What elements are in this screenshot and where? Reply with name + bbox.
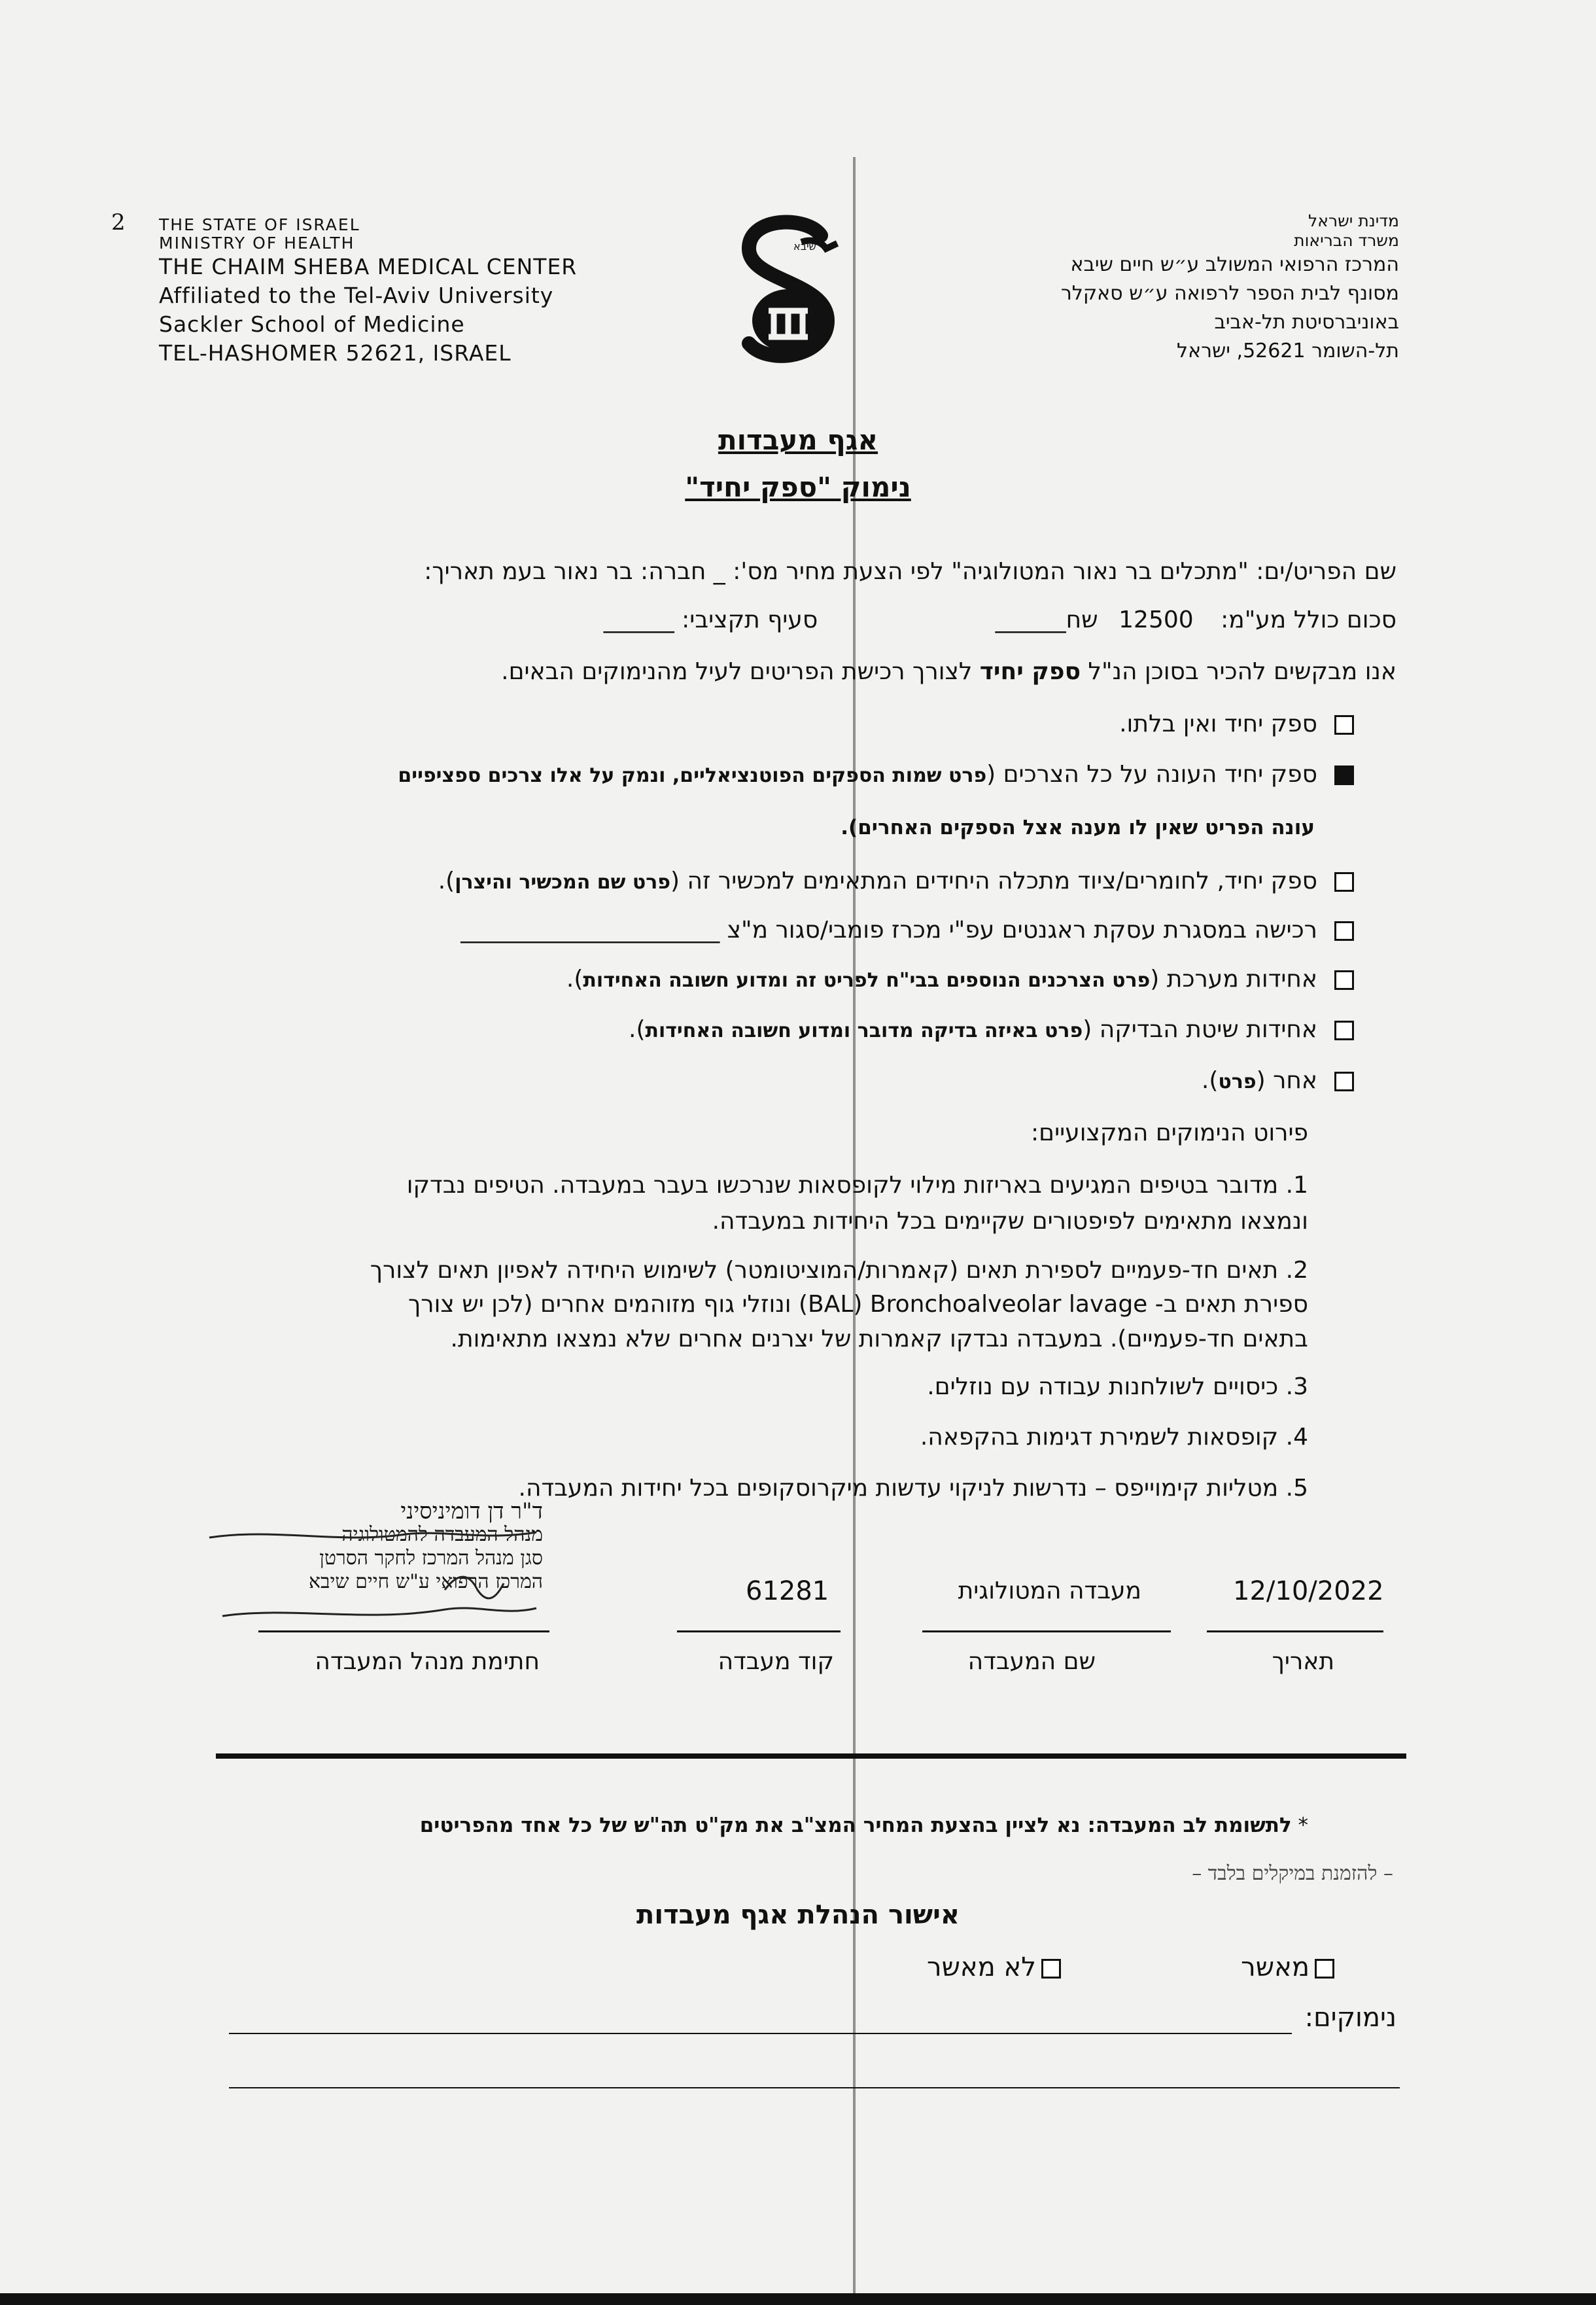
lab-code-label: קוד מעבדה	[718, 1648, 834, 1675]
lab-name-value: מעבדה המטולוגית	[958, 1577, 1141, 1604]
option-system-uniformity-tail: ).	[566, 966, 583, 993]
reason-5: 5. מטליות קימוייפס – נדרשות לניקוי עדשות מיקרוסקופים בכל יחידות המעבדה.	[518, 1475, 1308, 1502]
header-he-line2: משרד הבריאות	[1294, 231, 1399, 250]
lab-name-label: שם המעבדה	[967, 1648, 1096, 1675]
signature-label: חתימת מנהל המעבדה	[315, 1648, 540, 1675]
stamp-line4: המרכז הרפואי ע"ש חיים שיבא	[309, 1570, 543, 1593]
section-divider	[216, 1753, 1406, 1759]
approve-option	[1241, 1953, 1334, 1982]
option-system-uniformity	[566, 965, 1354, 995]
header-en-line3: THE CHAIM SHEBA MEDICAL CENTER	[159, 254, 578, 279]
lab-note-text: לתשומת לב המעבדה: נא לציין בהצעת המחיר המצ"ב את מק"ט תה"ש של כל אחד מהפריטים	[419, 1814, 1292, 1837]
option-sole-supplier	[1119, 710, 1354, 739]
total-label: סכום כולל מע"מ:	[1221, 607, 1396, 633]
scan-bottom-edge	[0, 2293, 1596, 2305]
lab-note-star: *	[1291, 1814, 1308, 1837]
reason-1b: ונמצאו מתאימים לפיפטורים שקיימים בכל היחידות במעבדה.	[712, 1208, 1308, 1235]
option-consumables	[438, 867, 1354, 897]
reasons-line-1[interactable]	[229, 2033, 1292, 2034]
option-meets-needs-continuation: עונה הפריט שאין לו מענה אצל הספקים האחרים).	[841, 816, 1315, 839]
option-meets-needs-bold: פרט שמות הספקים הפוטנציאליים, ונמק על אלו צרכים ספציפיים	[398, 764, 987, 787]
request-suffix: לצורך רכישת הפריטים לעיל מהנימוקים הבאים.	[501, 658, 980, 685]
header-he-line1: מדינת ישראל	[1308, 211, 1399, 230]
option-consumables-text: ספק יחיד, לחומרים/ציוד מתכלה היחידים המתאימים למכשיר זה (	[670, 868, 1317, 894]
lab-code-value: 61281	[746, 1576, 829, 1606]
header-en-line6: TEL-HASHOMER 52621, ISRAEL	[159, 340, 512, 366]
option-meets-needs	[398, 760, 1354, 790]
request-bold: ספק יחיד	[979, 658, 1081, 685]
reasons-label: נימוקים:	[1304, 2003, 1396, 2033]
title-justification: נימוק "ספק יחיד"	[685, 471, 911, 503]
lab-note-handwritten: – להזמנת במיקלים בלבד –	[1192, 1862, 1393, 1885]
reject-label: לא מאשר	[926, 1952, 1036, 1982]
date-value: 12/10/2022	[1233, 1576, 1384, 1606]
header-english	[159, 216, 577, 368]
reasons-heading: פירוט הנימוקים המקצועיים:	[1031, 1119, 1308, 1146]
option-sole-supplier-checkbox[interactable]	[1334, 715, 1354, 735]
header-hebrew	[941, 211, 1399, 366]
request-prefix: אנו מבקשים להכיר בסוכן הנ"ל	[1081, 658, 1396, 685]
reason-2b: ספירת תאים ב- BAL) Bronchoalveolar lavage) ונוזלי גוף מזוהמים אחרים (לכן יש צורך	[408, 1291, 1308, 1318]
approve-label: מאשר	[1241, 1952, 1310, 1982]
reject-option	[927, 1953, 1061, 1982]
option-method-uniformity	[629, 1015, 1354, 1046]
request-line	[501, 658, 1396, 686]
title-department: אגף מעבדות	[718, 424, 878, 456]
total-currency: שח______	[995, 607, 1098, 633]
option-consumables-tail: ).	[438, 868, 455, 894]
option-method-uniformity-tail: ).	[629, 1016, 646, 1043]
page-marker: 2	[111, 209, 126, 236]
option-other-text: אחר (	[1256, 1067, 1317, 1094]
stamp-line2: מנהל המעבדה להמטולוגיה	[341, 1523, 543, 1546]
items-line: שם הפריט/ים: "מתכלים בר נאור המטולוגיה" לפי הצעת מחיר מס': _ חברה: בר נאור בעמ תאריך:	[424, 558, 1396, 585]
reason-2c: בתאים חד-פעמיים). במעבדה נבדקו קאמרות של יצרנים אחרים שלא נמצאו מתאימות.	[450, 1326, 1308, 1352]
option-tender-text: רכישה במסגרת עסקת ראגנטים עפ"י מכרז פומבי/סגור מ"צ ______________________	[460, 917, 1317, 943]
option-method-uniformity-text: אחידות שיטת הבדיקה (	[1083, 1016, 1317, 1043]
total-amount: 12500	[1119, 607, 1194, 633]
approve-checkbox[interactable]	[1315, 1959, 1334, 1979]
option-system-uniformity-bold: פרט הצרכנים הנוספים בבי"ח לפריט זה ומדוע חשובה האחידות	[583, 969, 1151, 992]
header-he-line4: מסונף לבית הספר לרפואה ע״ש סאקלר	[1060, 282, 1399, 305]
stamp-line3: סגן מנהל המרכז לחקר הסרטן	[319, 1547, 543, 1570]
header-en-line2: MINISTRY OF HEALTH	[159, 234, 355, 253]
reason-1a: 1. מדובר בטיפים המגיעים באריזות מילוי לקופסאות שנרכשו בעבר במעבדה. הטיפים נבדקו	[406, 1172, 1308, 1199]
header-en-line5: Sackler School of Medicine	[159, 311, 465, 337]
header-en-line4: Affiliated to the Tel-Aviv University	[159, 283, 554, 308]
option-system-uniformity-checkbox[interactable]	[1334, 970, 1354, 990]
logo-label: שיבא	[793, 240, 816, 253]
date-line	[1207, 1630, 1383, 1632]
reason-4: 4. קופסאות לשמירת דגימות בהקפאה.	[920, 1424, 1308, 1451]
handwritten-signature	[196, 1524, 563, 1629]
date-label: תאריך	[1272, 1648, 1334, 1675]
option-sole-supplier-text: ספק יחיד ואין בלתו.	[1119, 711, 1317, 737]
option-method-uniformity-bold: פרט באיזה בדיקה מדובר ומדוע חשובה האחידות	[645, 1019, 1083, 1042]
option-system-uniformity-text: אחידות מערכת (	[1150, 966, 1317, 993]
budget-field: סעיף תקציבי: ______	[603, 607, 818, 633]
reason-2a: 2. תאים חד-פעמיים לספירת תאים (קאמרות/המוציטומטר) לשימוש היחידה לאפיון תאים לצורך	[370, 1257, 1308, 1284]
option-other-tail: ).	[1201, 1067, 1219, 1094]
sheba-logo	[723, 209, 854, 373]
header-en-line1: THE STATE OF ISRAEL	[159, 215, 360, 234]
option-meets-needs-checkbox[interactable]	[1334, 765, 1354, 785]
option-tender-checkbox[interactable]	[1334, 921, 1354, 941]
reason-3: 3. כיסויים לשולחנות עבודה עם נוזלים.	[927, 1373, 1308, 1400]
option-other	[1202, 1066, 1354, 1097]
option-tender	[460, 916, 1354, 945]
header-he-line6: תל-השומר 52621, ישראל	[1177, 340, 1399, 362]
reject-checkbox[interactable]	[1041, 1959, 1061, 1979]
lab-code-line	[677, 1630, 841, 1632]
option-consumables-bold: פרט שם המכשיר והיצרן	[455, 871, 670, 894]
approval-title: אישור הנהלת אגף מעבדות	[636, 1900, 960, 1930]
logo-emblem-letters	[769, 311, 808, 337]
signature-line	[258, 1630, 549, 1632]
lab-note	[420, 1811, 1308, 1840]
reasons-line-2[interactable]	[229, 2087, 1400, 2088]
option-other-checkbox[interactable]	[1334, 1072, 1354, 1091]
option-other-bold: פרט	[1218, 1070, 1257, 1093]
option-consumables-checkbox[interactable]	[1334, 872, 1354, 892]
total-line	[604, 606, 1396, 635]
header-he-line5: באוניברסיטת תל-אביב	[1214, 311, 1399, 334]
stamp-line1: ד"ר דן דומיניסיני	[400, 1498, 543, 1524]
option-meets-needs-text: ספק יחיד העונה על כל הצרכים (	[986, 761, 1317, 788]
header-he-line3: המרכז הרפואי המשולב ע״ש חיים שיבא	[1070, 253, 1399, 276]
option-method-uniformity-checkbox[interactable]	[1334, 1021, 1354, 1040]
lab-name-line	[922, 1630, 1171, 1632]
